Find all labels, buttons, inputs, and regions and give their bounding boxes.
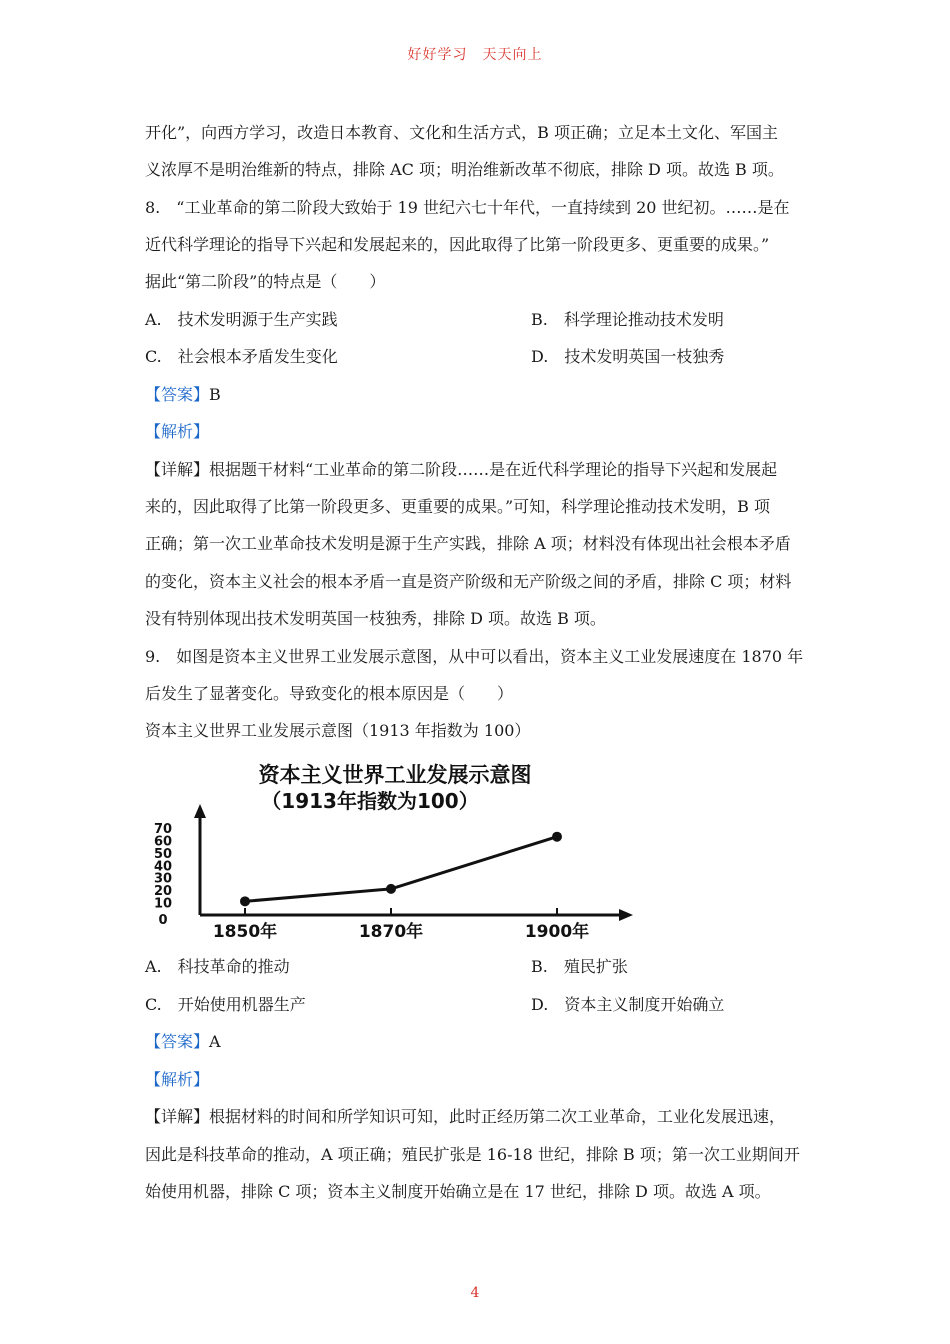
- q8-detail-line: 来的，因此取得了比第一阶段更多、更重要的成果。”可知，科学理论推动技术发明，B 项: [145, 497, 771, 516]
- answer-label: 【答案】: [145, 385, 210, 404]
- q8-analysis-label: 【解析】: [145, 422, 210, 441]
- q8-option-c: C. 社会根本矛盾发生变化: [145, 347, 338, 366]
- y-tick-label: 60: [153, 834, 173, 850]
- data-point: [386, 884, 396, 894]
- page-header: 好好学习 天天向上: [407, 47, 543, 63]
- answer-label: 【答案】: [145, 1032, 210, 1051]
- q8-detail-line: 正确；第一次工业革命技术发明是源于生产实践，排除 A 项；材料没有体现出社会根本矛盾: [145, 534, 791, 553]
- q9-detail-line: 始使用机器，排除 C 项；资本主义制度开始确立是在 17 世纪，排除 D 项。故选 A 项。: [145, 1182, 771, 1201]
- y-tick-label: 50: [153, 846, 173, 862]
- q9-answer: [145, 1031, 221, 1053]
- q9-analysis-label: 【解析】: [145, 1070, 210, 1089]
- q8-detail-line: 的变化，资本主义社会的根本矛盾一直是资产阶级和无产阶级之间的矛盾，排除 C 项；材料: [145, 572, 792, 591]
- question-8-stem: 8. “工业革命的第二阶段大致始于 19 世纪六七十年代，一直持续到 20 世纪初。……是在: [145, 198, 790, 217]
- q9-detail-line: 【详解】根据材料的时间和所学知识可知，此时正经历第二次工业革命，工业化发展迅速，: [145, 1107, 786, 1126]
- q8-option-a: A. 技术发明源于生产实践: [145, 310, 338, 329]
- q8-detail-line: 没有特别体现出技术发明英国一枝独秀，排除 D 项。故选 B 项。: [145, 609, 606, 628]
- series-line: [245, 837, 557, 902]
- answer-value: B: [209, 385, 221, 404]
- x-tick-label: 1900年: [524, 922, 590, 942]
- chart-title: 资本主义世界工业发展示意图: [258, 763, 532, 787]
- page-number: 4: [470, 1285, 480, 1301]
- text-line: 近代科学理论的指导下兴起和发展起来的，因此取得了比第一阶段更多、更重要的成果。”: [145, 235, 770, 254]
- question-9-stem: 9. 如图是资本主义世界工业发展示意图，从中可以看出，资本主义工业发展速度在 1870 年: [145, 647, 804, 666]
- chart-series: [240, 832, 562, 907]
- y-axis-arrow: [194, 804, 206, 818]
- chart-subtitle: （1913年指数为100）: [261, 789, 479, 813]
- q8-detail-line: 【详解】根据题干材料“工业革命的第二阶段……是在近代科学理论的指导下兴起和发展起: [145, 460, 778, 479]
- q9-option-c: C. 开始使用机器生产: [145, 995, 306, 1014]
- text-line: 开化”，向西方学习，改造日本教育、文化和生活方式，B 项正确；立足本土文化、军国主: [145, 123, 779, 142]
- y-tick-label: 10: [153, 896, 173, 912]
- chart-x-ticks: [213, 908, 589, 942]
- industrial-development-chart: [145, 752, 645, 947]
- q9-detail-line: 因此是科技革命的推动，A 项正确；殖民扩张是 16-18 世纪，排除 B 项；第一次工业期间开: [145, 1145, 800, 1164]
- x-tick-label: 1850年: [212, 922, 278, 942]
- y-tick-label: 0: [158, 913, 168, 928]
- text-line: 义浓厚不是明治维新的特点，排除 AC 项；明治维新改革不彻底，排除 D 项。故选 B 项。: [145, 160, 784, 179]
- y-tick-label: 20: [153, 884, 173, 900]
- answer-value: A: [209, 1032, 221, 1051]
- chart-y-ticks: [154, 822, 172, 928]
- q9-option-d: D. 资本主义制度开始确立: [531, 995, 725, 1014]
- q9-option-b: B. 殖民扩张: [531, 957, 628, 976]
- y-tick-label: 30: [153, 871, 173, 887]
- q9-option-a: A. 科技革命的推动: [145, 957, 290, 976]
- x-tick-label: 1870年: [358, 922, 424, 942]
- data-point: [552, 832, 562, 842]
- chart-caption: 资本主义世界工业发展示意图（1913 年指数为 100）: [145, 721, 531, 740]
- q8-answer: [145, 384, 221, 406]
- x-axis-arrow: [619, 909, 633, 921]
- text-line: 后发生了显著变化。导致变化的根本原因是（ ）: [145, 684, 514, 703]
- q8-option-b: B. 科学理论推动技术发明: [531, 310, 724, 329]
- y-tick-label: 40: [153, 859, 173, 875]
- chart-axes: [194, 804, 633, 921]
- data-point: [240, 896, 250, 906]
- q8-option-d: D. 技术发明英国一枝独秀: [531, 347, 725, 366]
- text-line: 据此“第二阶段”的特点是（ ）: [145, 272, 386, 291]
- y-tick-label: 70: [153, 822, 173, 837]
